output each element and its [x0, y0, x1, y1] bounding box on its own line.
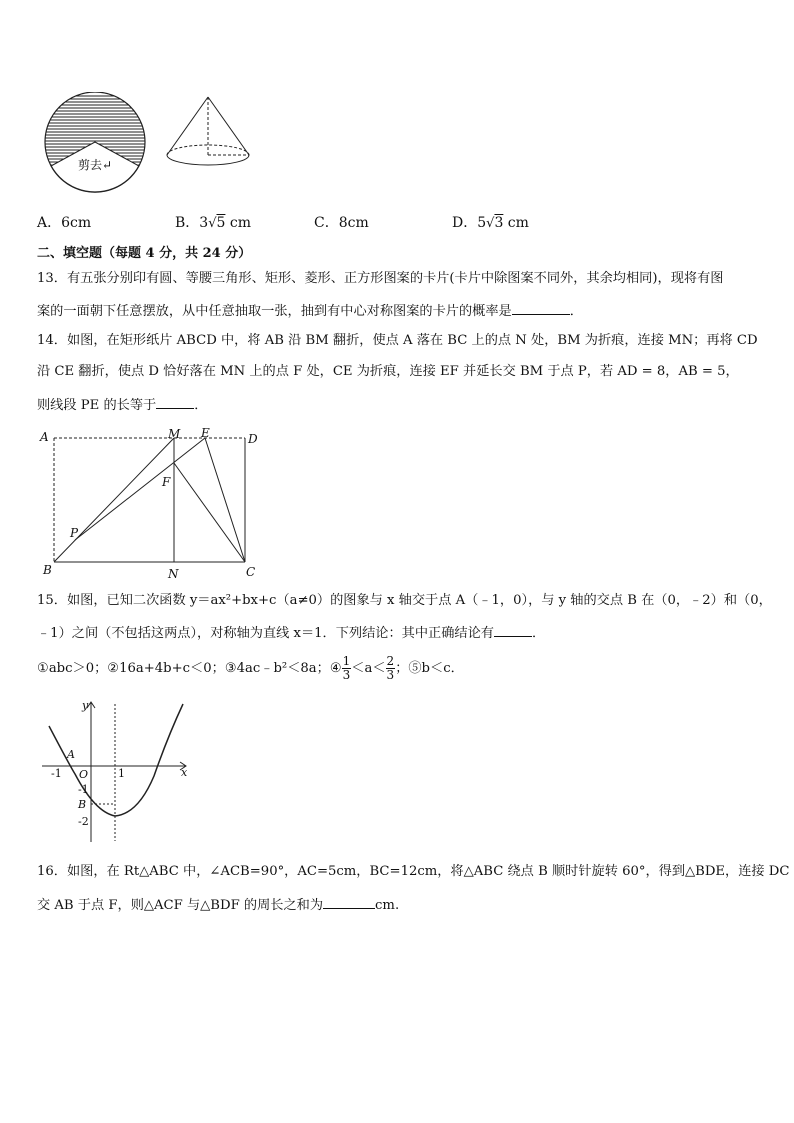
q14-label-d: D — [248, 432, 258, 446]
q15-label-o: O — [79, 768, 89, 781]
q15-graph — [38, 696, 198, 846]
q14-figure — [38, 426, 268, 582]
q15-fraction-1-3: $\frac{1}{3}$ — [342, 654, 351, 682]
q14-line2: 沿 CE 翻折，使点 D 恰好落在 MN 上的点 F 处，CE 为折痕，连接 EF 并延长交 BM 于点 P，若 AD = 8，AB = 5， — [37, 364, 739, 379]
q13-line1: 13．有五张分别印有圆、等腰三角形、矩形、菱形、正方形图案的卡片(卡片中除图案不同外，其余均相同)，现将有图 — [37, 271, 724, 286]
q16-line1: 16．如图，在 Rt△ABC 中，∠ACB=90°，AC=5cm，BC=12cm，将△ABC 绕点 B 顺时针旋转 60°，得到△BDE，连接 DC — [37, 864, 790, 879]
q13-answer-blank[interactable] — [512, 300, 570, 315]
q15-label-yneg1: -1 — [78, 783, 89, 796]
q15-line2: ﹣1）之间（不包括这两点），对称轴为直线 x＝1．下列结论：其中正确结论有 ． — [37, 622, 545, 644]
section-title: 二、填空题（每题 4 分，共 24 分） — [37, 246, 252, 261]
q14-label-f: F — [162, 475, 171, 489]
q13-line2: 案的一面朝下任意摆放，从中任意抽取一张，抽到有中心对称图案的卡片的概率是 ． — [37, 300, 583, 322]
q15-line1: 15．如图，已知二次函数 y＝ax²+bx+c（a≠0）的图象与 x 轴交于点 A（﹣1，0），与 y 轴的交点 B 在（0，﹣2）和（0， — [37, 593, 772, 608]
q14-label-b: B — [43, 563, 52, 577]
q15-label-a: A — [67, 748, 75, 761]
q15-answer-blank[interactable] — [494, 622, 532, 637]
q14-line-bm — [54, 438, 174, 562]
q14-label-n: N — [168, 567, 179, 581]
q12-option-a: A．6cm — [37, 215, 92, 231]
q12-option-d: D．5√3 cm — [452, 215, 529, 231]
q12-option-b: B．3√5 cm — [175, 215, 251, 231]
q15-label-x: x — [181, 766, 188, 779]
q14-line1: 14．如图，在矩形纸片 ABCD 中，将 AB 沿 BM 翻折，使点 A 落在 BC 上的点 N 处，BM 为折痕，连接 MN；再将 CD — [37, 333, 758, 348]
q15-conclusions: ①abc＞0；②16a+4b+c＜0；③4ac﹣b²＜8a；④ $\frac{1}{3}$ ＜a＜ $\frac{2}{3}$ ；⑤b＜c． — [37, 654, 464, 682]
q15-label-yneg2: -2 — [78, 815, 89, 828]
q12-cut-label: 剪去↵ — [78, 158, 113, 172]
q14-line3: 则线段 PE 的长等于 ． — [37, 394, 207, 416]
q14-label-c: C — [246, 565, 256, 579]
q14-line-ec — [205, 438, 245, 562]
q15-label-y: y — [82, 699, 89, 712]
q12-option-c: C．8cm — [314, 215, 369, 231]
q14-label-p: P — [70, 526, 79, 540]
q12-cone — [167, 97, 249, 165]
q15-fraction-2-3: $\frac{2}{3}$ — [386, 654, 395, 682]
q14-line-fc — [174, 463, 245, 562]
q14-line-pe — [75, 438, 205, 540]
q14-answer-blank[interactable] — [156, 394, 194, 409]
q16-line2: 交 AB 于点 F，则△ACF 与△BDF 的周长之和为 cm. — [37, 894, 399, 916]
q15-label-neg1: -1 — [51, 767, 62, 780]
q14-label-a: A — [40, 430, 49, 444]
q15-label-b: B — [78, 798, 87, 811]
q15-label-one: 1 — [118, 767, 125, 780]
q14-label-m: M — [168, 427, 181, 441]
q12-figure — [36, 92, 266, 200]
q14-label-e: E — [201, 426, 210, 440]
q16-answer-blank[interactable] — [323, 894, 375, 909]
